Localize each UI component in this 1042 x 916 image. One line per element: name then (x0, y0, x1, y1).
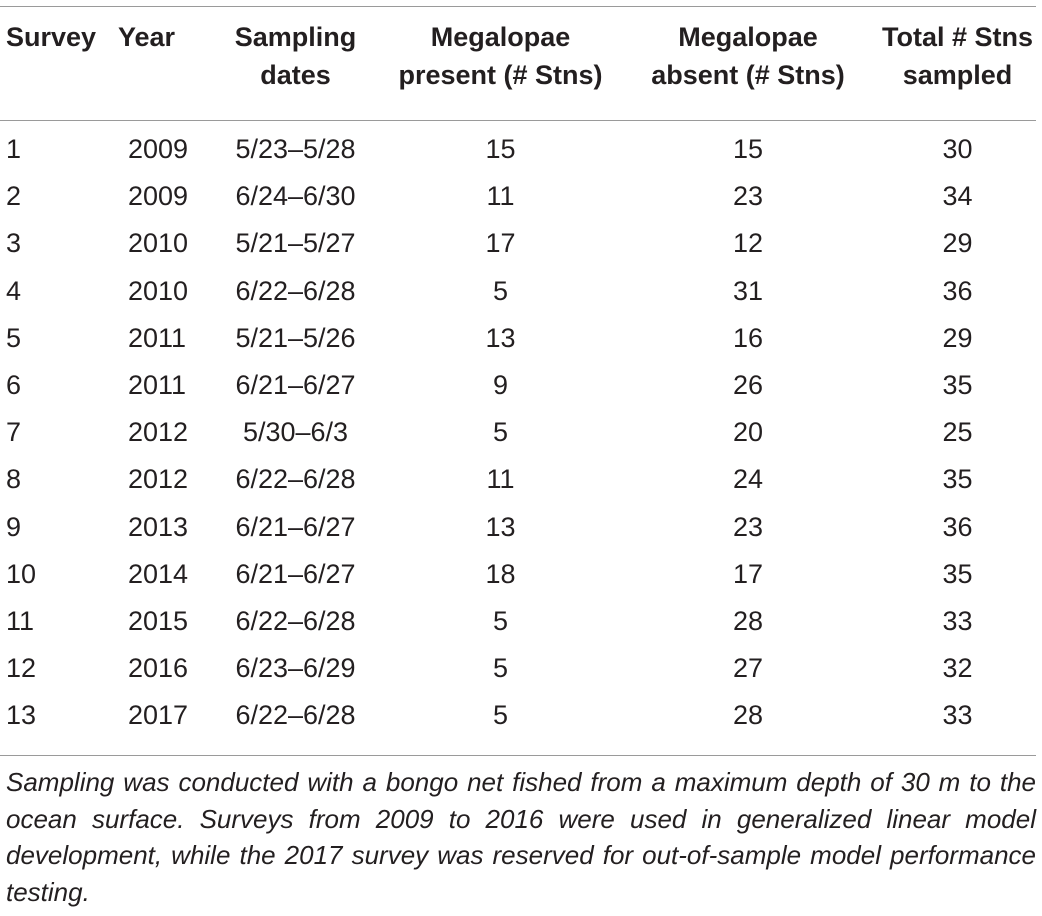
table-row (0, 504, 1042, 551)
cell-megalopae-absent: 17 (732, 558, 764, 589)
cell-megalopae-present: 15 (485, 134, 516, 165)
cell-megalopae-absent: 27 (732, 653, 764, 684)
cell-year: 2009 (128, 134, 189, 165)
cell-year: 2016 (128, 653, 189, 684)
cell-total-stations: 33 (942, 700, 973, 731)
cell-megalopae-absent: 23 (732, 511, 764, 542)
cell-megalopae-absent: 23 (732, 181, 764, 212)
header-megalopae-present: Megalopae present (# Stns) (398, 22, 603, 90)
cell-year: 2015 (128, 605, 189, 636)
cell-sampling-dates: 5/30–6/3 (242, 417, 349, 448)
table-row (0, 220, 1042, 267)
top-rule (0, 6, 1036, 7)
header-survey: Survey (6, 22, 97, 52)
cell-sampling-dates: 6/22–6/28 (235, 700, 356, 731)
cell-sampling-dates: 5/21–5/26 (235, 322, 356, 353)
cell-sampling-dates: 6/21–6/27 (235, 511, 356, 542)
table-row (0, 692, 1042, 739)
cell-year: 2009 (128, 181, 189, 212)
cell-year: 2012 (128, 464, 189, 495)
table-row (0, 315, 1042, 362)
cell-total-stations: 35 (942, 370, 973, 401)
cell-total-stations: 30 (942, 134, 973, 165)
cell-year: 2011 (128, 370, 187, 401)
cell-total-stations: 25 (942, 417, 973, 448)
header-total-stations: Total # Stns sampled (881, 22, 1034, 90)
table-row (0, 268, 1042, 315)
table-body (0, 114, 1042, 739)
cell-survey: 13 (6, 700, 37, 731)
cell-year: 2010 (128, 275, 189, 306)
cell-megalopae-present: 5 (492, 417, 509, 448)
cell-sampling-dates: 6/23–6/29 (235, 653, 356, 684)
table-header (0, 18, 1042, 114)
table-row (0, 645, 1042, 692)
cell-megalopae-present: 11 (486, 181, 515, 212)
cell-survey: 4 (6, 275, 22, 306)
cell-total-stations: 36 (942, 275, 973, 306)
cell-megalopae-present: 17 (485, 228, 516, 259)
cell-total-stations: 33 (942, 605, 973, 636)
header-row (0, 18, 1042, 114)
cell-megalopae-absent: 26 (732, 370, 764, 401)
cell-total-stations: 29 (942, 322, 973, 353)
cell-survey: 3 (6, 228, 22, 259)
cell-total-stations: 36 (942, 511, 973, 542)
cell-survey: 5 (6, 322, 22, 353)
table-caption: Sampling was conducted with a bongo net fished from a maximum depth of 30 m to the ocean surface. Surveys from 2009 to 2016 were used in generalized linear model development, while the 2017 survey was reserved for out-of-sample model performance testing. (6, 767, 1036, 907)
cell-megalopae-present: 13 (485, 511, 516, 542)
cell-megalopae-absent: 15 (732, 134, 764, 165)
cell-survey: 2 (6, 181, 22, 212)
header-rule (0, 120, 1036, 121)
table-row (0, 173, 1042, 220)
bottom-rule (0, 755, 1036, 756)
cell-sampling-dates: 6/22–6/28 (235, 605, 356, 636)
cell-megalopae-present: 18 (485, 558, 516, 589)
cell-year: 2013 (128, 511, 189, 542)
table-row (0, 409, 1042, 456)
cell-year: 2011 (128, 322, 187, 353)
cell-megalopae-present: 5 (492, 275, 509, 306)
cell-megalopae-absent: 28 (732, 700, 764, 731)
cell-survey: 10 (6, 558, 37, 589)
cell-survey: 1 (6, 134, 22, 165)
header-sampling-dates: Sampling dates (234, 22, 357, 90)
cell-megalopae-absent: 31 (732, 275, 764, 306)
cell-total-stations: 34 (942, 181, 973, 212)
cell-megalopae-present: 5 (492, 605, 509, 636)
cell-sampling-dates: 5/23–5/28 (235, 134, 356, 165)
cell-total-stations: 35 (942, 464, 973, 495)
table-row (0, 456, 1042, 503)
cell-total-stations: 32 (942, 653, 973, 684)
cell-megalopae-present: 5 (492, 653, 509, 684)
table-row (0, 362, 1042, 409)
cell-megalopae-present: 5 (492, 700, 509, 731)
cell-sampling-dates: 6/21–6/27 (235, 370, 356, 401)
cell-sampling-dates: 6/21–6/27 (235, 558, 356, 589)
cell-year: 2012 (128, 417, 189, 448)
header-year: Year (118, 22, 176, 52)
cell-megalopae-present: 9 (492, 370, 509, 401)
table-row (0, 551, 1042, 598)
cell-total-stations: 29 (942, 228, 973, 259)
cell-megalopae-absent: 20 (732, 417, 764, 448)
cell-sampling-dates: 6/22–6/28 (235, 275, 356, 306)
header-megalopae-absent: Megalopae absent (# Stns) (651, 22, 845, 90)
cell-sampling-dates: 6/22–6/28 (235, 464, 356, 495)
cell-total-stations: 35 (942, 558, 973, 589)
cell-year: 2010 (128, 228, 189, 259)
cell-survey: 8 (6, 464, 22, 495)
cell-year: 2014 (128, 558, 189, 589)
cell-survey: 11 (6, 605, 35, 636)
table-row (0, 598, 1042, 645)
cell-sampling-dates: 5/21–5/27 (235, 228, 356, 259)
cell-survey: 12 (6, 653, 37, 684)
cell-year: 2017 (128, 700, 189, 731)
cell-megalopae-present: 13 (485, 322, 516, 353)
survey-table (0, 18, 1042, 739)
cell-sampling-dates: 6/24–6/30 (235, 181, 356, 212)
cell-megalopae-absent: 28 (732, 605, 764, 636)
cell-survey: 7 (6, 417, 22, 448)
table-row (0, 126, 1042, 173)
cell-megalopae-absent: 24 (732, 464, 764, 495)
cell-survey: 9 (6, 511, 22, 542)
cell-megalopae-present: 11 (486, 464, 515, 495)
cell-megalopae-absent: 16 (732, 322, 764, 353)
cell-megalopae-absent: 12 (732, 228, 764, 259)
cell-survey: 6 (6, 370, 22, 401)
